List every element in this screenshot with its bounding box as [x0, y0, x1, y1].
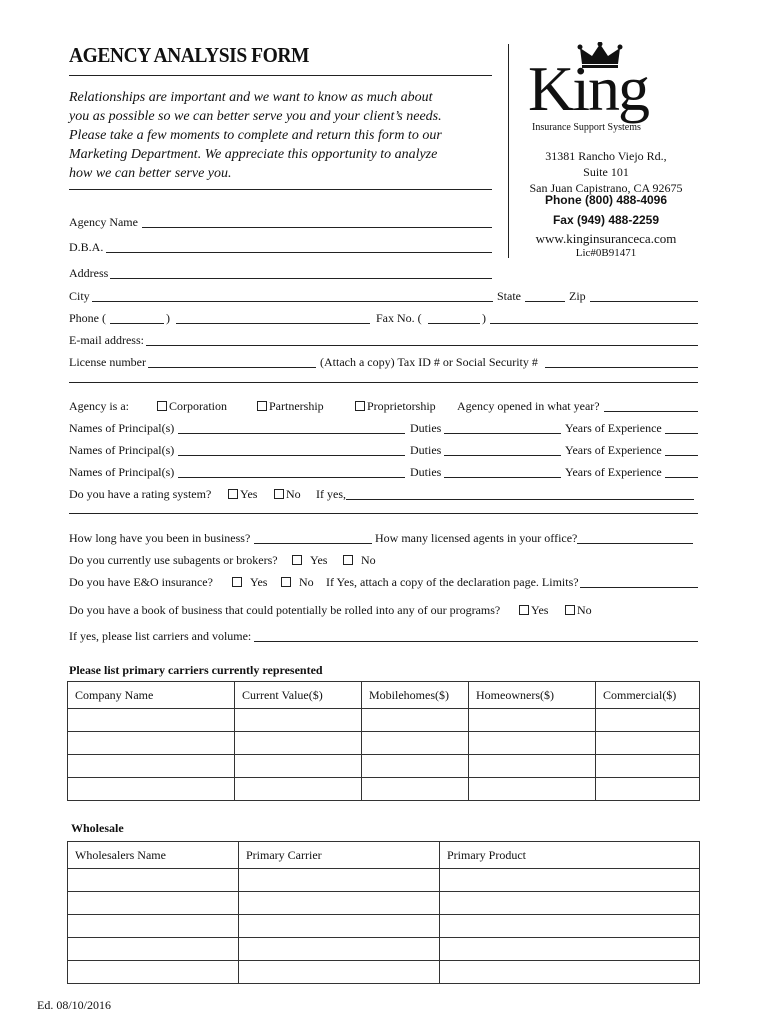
- table-header-row: [68, 682, 700, 709]
- duties-label: Duties: [410, 421, 442, 435]
- year-opened-field[interactable]: [604, 411, 698, 412]
- intro-line: Relationships are important and we want to know as much about: [69, 90, 433, 105]
- form-title: AGENCY ANALYSIS FORM: [69, 43, 309, 67]
- table-row: [68, 709, 700, 732]
- yes-label: Yes: [310, 553, 328, 567]
- subagents-no-option[interactable]: [343, 553, 376, 568]
- intro-paragraph: [69, 88, 499, 183]
- carriers-volume-field[interactable]: [254, 641, 698, 642]
- duties-field[interactable]: [444, 433, 561, 434]
- table-row: [68, 915, 700, 938]
- table-cell[interactable]: [596, 778, 700, 801]
- table-row: [68, 869, 700, 892]
- no-label: No: [286, 487, 301, 501]
- proprietorship-label: Proprietorship: [367, 399, 436, 413]
- fax-label: Fax No. (: [376, 311, 422, 325]
- column-header: Primary Carrier: [239, 842, 440, 869]
- state-field[interactable]: [525, 301, 565, 302]
- fax-paren: ): [482, 311, 486, 325]
- table-cell[interactable]: [239, 915, 440, 938]
- checkbox-icon[interactable]: [157, 401, 167, 411]
- table-cell[interactable]: [362, 709, 469, 732]
- table-cell[interactable]: [362, 755, 469, 778]
- phone-number: Phone (800) 488-4096: [544, 193, 668, 207]
- carriers-table: [67, 681, 700, 801]
- table-cell[interactable]: [596, 732, 700, 755]
- partnership-option[interactable]: [257, 399, 324, 414]
- license-number: Lic#0B91471: [575, 247, 637, 259]
- no-label: No: [577, 603, 592, 617]
- principal-label: Names of Principal(s): [69, 421, 175, 435]
- address-line: Suite 101: [583, 165, 629, 179]
- if-yes-label: If yes,: [316, 487, 346, 501]
- table-cell[interactable]: [440, 961, 700, 984]
- years-field[interactable]: [665, 433, 698, 434]
- wholesale-heading: Wholesale: [71, 821, 124, 835]
- tax-id-field[interactable]: [545, 367, 698, 368]
- duties-field[interactable]: [444, 477, 561, 478]
- king-logo: [528, 40, 698, 140]
- agency-type-label: Agency is a:: [69, 399, 129, 413]
- table-cell[interactable]: [469, 755, 596, 778]
- carriers-volume-label: If yes, please list carriers and volume:: [69, 629, 252, 643]
- eo-yes-option[interactable]: [232, 575, 267, 590]
- table-cell[interactable]: [596, 709, 700, 732]
- table-cell[interactable]: [440, 869, 700, 892]
- duties-label: Duties: [410, 465, 442, 479]
- table-cell[interactable]: [68, 961, 239, 984]
- no-label: No: [361, 553, 376, 567]
- rating-yes-option[interactable]: [228, 487, 257, 502]
- rating-no-option[interactable]: [274, 487, 301, 502]
- partnership-label: Partnership: [269, 399, 324, 413]
- column-header: Primary Product: [440, 842, 700, 869]
- how-long-field[interactable]: [254, 543, 372, 544]
- proprietorship-option[interactable]: [355, 399, 436, 414]
- intro-line: Please take a few moments to complete and return this form to our: [69, 128, 442, 143]
- eo-label: Do you have E&O insurance?: [69, 575, 213, 589]
- years-label: Years of Experience: [565, 421, 662, 435]
- table-row: [68, 778, 700, 801]
- logo-tagline: Insurance Support Systems: [532, 122, 641, 133]
- table-cell[interactable]: [68, 755, 235, 778]
- duties-label: Duties: [410, 443, 442, 457]
- checkbox-icon[interactable]: [519, 605, 529, 615]
- city-field[interactable]: [92, 301, 493, 302]
- column-header: Wholesalers Name: [68, 842, 239, 869]
- table-cell[interactable]: [68, 938, 239, 961]
- checkbox-icon[interactable]: [257, 401, 267, 411]
- table-cell[interactable]: [440, 915, 700, 938]
- fax-number-field[interactable]: [490, 323, 698, 324]
- table-row: [68, 938, 700, 961]
- phone-number-field[interactable]: [176, 323, 370, 324]
- table-cell[interactable]: [239, 961, 440, 984]
- intro-rule: [69, 189, 492, 190]
- column-header: Current Value($): [235, 682, 362, 709]
- table-header-row: [68, 842, 700, 869]
- table-row: [68, 732, 700, 755]
- checkbox-icon[interactable]: [355, 401, 365, 411]
- column-header: Homeowners($): [469, 682, 596, 709]
- table-row: [68, 755, 700, 778]
- logo-wordmark: King: [528, 53, 648, 124]
- address-label: Address: [69, 266, 109, 280]
- table-cell[interactable]: [68, 709, 235, 732]
- checkbox-icon[interactable]: [281, 577, 291, 587]
- book-no-option[interactable]: [565, 603, 592, 618]
- email-label: E-mail address:: [69, 333, 144, 347]
- license-label: License number: [69, 355, 146, 369]
- table-cell[interactable]: [235, 709, 362, 732]
- yes-label: Yes: [240, 487, 258, 501]
- table-cell[interactable]: [239, 892, 440, 915]
- table-cell[interactable]: [469, 709, 596, 732]
- table-cell[interactable]: [469, 732, 596, 755]
- fax-number: Fax (949) 488-2259: [552, 213, 660, 227]
- agency-name-label: Agency Name: [69, 215, 138, 229]
- zip-field[interactable]: [590, 301, 698, 302]
- dba-field[interactable]: [106, 252, 492, 253]
- address-block: [516, 148, 696, 196]
- table-cell[interactable]: [68, 915, 239, 938]
- table-cell[interactable]: [362, 778, 469, 801]
- checkbox-icon[interactable]: [274, 489, 284, 499]
- corporation-label: Corporation: [169, 399, 227, 413]
- table-cell[interactable]: [68, 732, 235, 755]
- state-label: State: [497, 289, 521, 303]
- years-field[interactable]: [665, 477, 698, 478]
- edition-date: Ed. 08/10/2016: [37, 998, 111, 1012]
- book-yes-option[interactable]: [519, 603, 548, 618]
- yes-label: Yes: [531, 603, 549, 617]
- table-row: [68, 892, 700, 915]
- address-line: San Juan Capistrano, CA 92675: [529, 181, 683, 195]
- address-field[interactable]: [110, 278, 492, 279]
- table-cell[interactable]: [362, 732, 469, 755]
- checkbox-icon[interactable]: [228, 489, 238, 499]
- zip-label: Zip: [569, 289, 586, 303]
- phone-label: Phone (: [69, 311, 106, 325]
- how-many-label: How many licensed agents in your office?: [375, 531, 578, 545]
- subagents-yes-option[interactable]: [292, 553, 327, 568]
- subagents-label: Do you currently use subagents or brokers?: [69, 553, 278, 567]
- title-rule: [69, 75, 492, 76]
- phone-area-code-field[interactable]: [110, 323, 164, 324]
- license-field[interactable]: [148, 367, 316, 368]
- intro-line: how we can better serve you.: [69, 166, 232, 181]
- table-cell[interactable]: [235, 778, 362, 801]
- rating-details-field[interactable]: [346, 499, 694, 500]
- corporation-option[interactable]: [157, 399, 227, 414]
- years-field[interactable]: [665, 455, 698, 456]
- column-header: Mobilehomes($): [362, 682, 469, 709]
- email-field[interactable]: [146, 345, 698, 346]
- checkbox-icon[interactable]: [565, 605, 575, 615]
- principal-label: Names of Principal(s): [69, 443, 175, 457]
- column-header: Commercial($): [596, 682, 700, 709]
- book-of-business-label: Do you have a book of business that could potentially be rolled into any of our programs?: [69, 603, 501, 617]
- table-cell[interactable]: [440, 892, 700, 915]
- intro-line: you as possible so we can better serve you and your client’s needs.: [69, 109, 442, 124]
- header-divider: [508, 44, 509, 258]
- section-rule: [69, 382, 698, 383]
- principal-name-field[interactable]: [178, 477, 405, 478]
- table-cell[interactable]: [68, 869, 239, 892]
- rating-system-label: Do you have a rating system?: [69, 487, 212, 501]
- duties-field[interactable]: [444, 455, 561, 456]
- address-line: 31381 Rancho Viejo Rd.,: [545, 149, 667, 163]
- wholesale-table: [67, 841, 700, 984]
- section-rule: [69, 513, 698, 514]
- checkbox-icon[interactable]: [292, 555, 302, 565]
- column-header: Company Name: [68, 682, 235, 709]
- table-cell[interactable]: [440, 938, 700, 961]
- table-cell[interactable]: [469, 778, 596, 801]
- website-link[interactable]: www.kinginsuranceca.com: [535, 231, 677, 246]
- fax-area-code-field[interactable]: [428, 323, 480, 324]
- table-row: [68, 961, 700, 984]
- carriers-heading: Please list primary carriers currently represented: [69, 663, 323, 677]
- years-label: Years of Experience: [565, 465, 662, 479]
- how-long-label: How long have you been in business?: [69, 531, 251, 545]
- checkbox-icon[interactable]: [232, 577, 242, 587]
- table-cell[interactable]: [239, 938, 440, 961]
- table-cell[interactable]: [235, 755, 362, 778]
- tax-id-label: (Attach a copy) Tax ID # or Social Security #: [320, 355, 538, 369]
- table-cell[interactable]: [239, 869, 440, 892]
- eo-attach-label: If Yes, attach a copy of the declaration page. Limits?: [326, 575, 579, 589]
- no-label: No: [299, 575, 314, 589]
- phone-paren: ): [166, 311, 170, 325]
- how-many-field[interactable]: [577, 543, 693, 544]
- intro-line: Marketing Department. We appreciate this opportunity to analyze: [69, 147, 438, 162]
- years-label: Years of Experience: [565, 443, 662, 457]
- agency-name-field[interactable]: [142, 227, 492, 228]
- table-cell[interactable]: [235, 732, 362, 755]
- table-cell[interactable]: [596, 755, 700, 778]
- dba-label: D.B.A.: [69, 240, 104, 254]
- table-cell[interactable]: [68, 892, 239, 915]
- yes-label: Yes: [250, 575, 268, 589]
- table-cell[interactable]: [68, 778, 235, 801]
- eo-no-option[interactable]: [281, 575, 314, 590]
- principal-name-field[interactable]: [178, 433, 405, 434]
- year-opened-label: Agency opened in what year?: [457, 399, 600, 413]
- city-label: City: [69, 289, 90, 303]
- principal-label: Names of Principal(s): [69, 465, 175, 479]
- checkbox-icon[interactable]: [343, 555, 353, 565]
- eo-limits-field[interactable]: [580, 587, 698, 588]
- principal-name-field[interactable]: [178, 455, 405, 456]
